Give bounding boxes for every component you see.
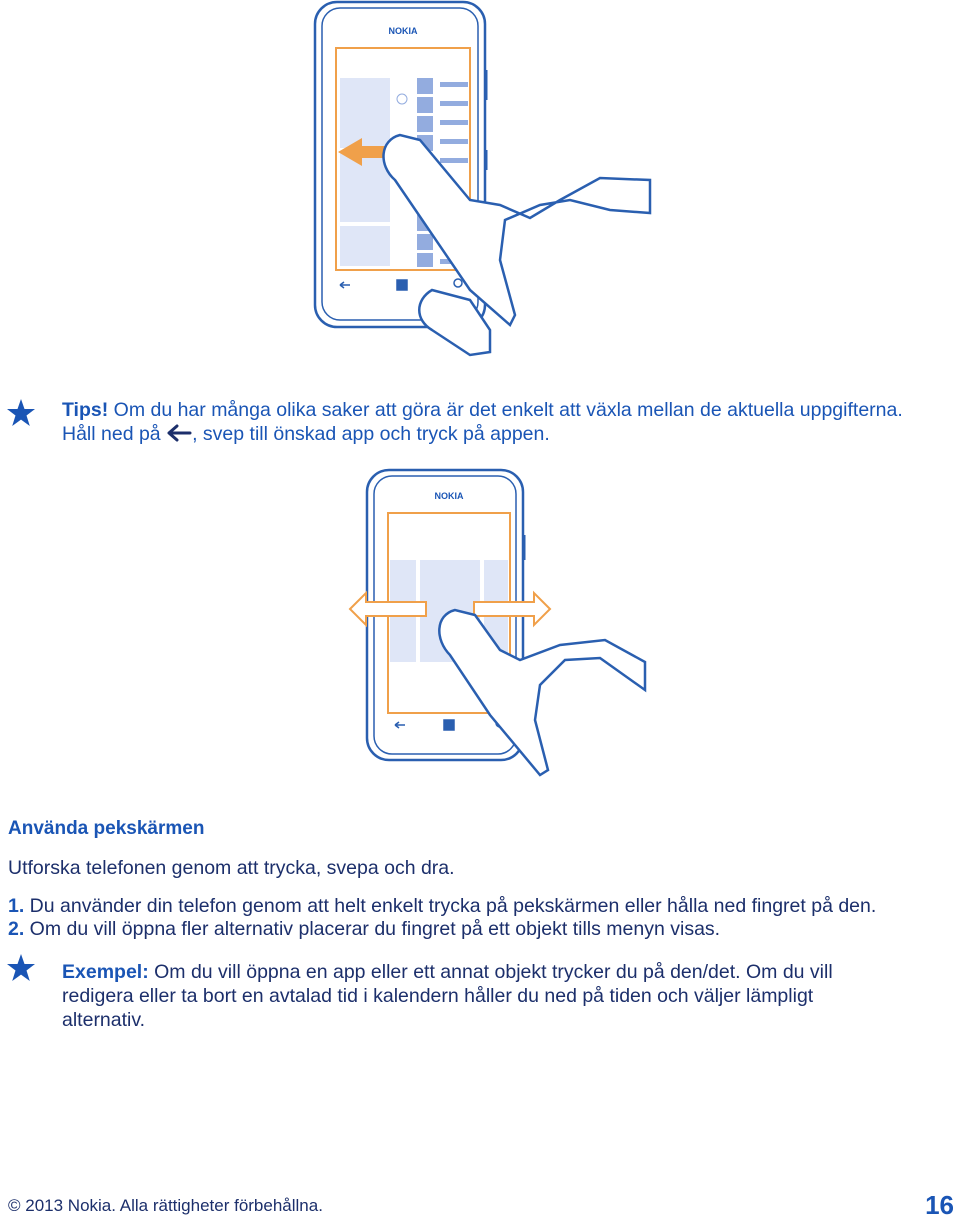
page-number: 16: [925, 1190, 954, 1220]
star-icon: [6, 953, 36, 983]
star-icon: [6, 398, 36, 428]
example-line-3: alternativ.: [62, 1009, 146, 1031]
list-item-1-number: 1.: [8, 895, 25, 917]
tips-text-2b: , svep till önskad app och tryck på appen.: [192, 423, 550, 445]
section-heading: Använda pekskärmen: [8, 818, 205, 839]
example-label: Exempel:: [62, 961, 149, 983]
phone-2-brand: NOKIA: [434, 491, 464, 501]
example-text-1: Om du vill öppna en app eller ett annat objekt trycker du på den/det. Om du vill: [148, 961, 833, 983]
list-item-2: [8, 917, 720, 941]
tips-text-1: Om du har många olika saker att göra är det enkelt att växla mellan de aktuella uppgifterna.: [108, 399, 903, 421]
list-item-2-text: Om du vill öppna fler alternativ placerar du fingret på ett objekt tills menyn visas.: [24, 918, 721, 940]
tips-line-2: [62, 422, 550, 446]
back-arrow-icon: [166, 424, 192, 442]
tips-label: Tips!: [62, 399, 109, 421]
section-intro: Utforska telefonen genom att trycka, svepa och dra.: [8, 857, 455, 879]
copyright: © 2013 Nokia. Alla rättigheter förbehållna.: [8, 1196, 323, 1215]
list-item-1: [8, 894, 876, 918]
example-line-1: [62, 960, 833, 984]
list-item-1-text: Du använder din telefon genom att helt enkelt trycka på pekskärmen eller hålla ned fingret på den.: [24, 895, 877, 917]
phone-1-brand: NOKIA: [388, 26, 418, 36]
example-line-2: redigera eller ta bort en avtalad tid i kalendern håller du ned på tiden och väljer lämpligt: [62, 985, 814, 1007]
tips-line-1: [62, 398, 903, 422]
list-item-2-number: 2.: [8, 918, 25, 940]
tips-text-2a: Håll ned på: [62, 423, 167, 445]
